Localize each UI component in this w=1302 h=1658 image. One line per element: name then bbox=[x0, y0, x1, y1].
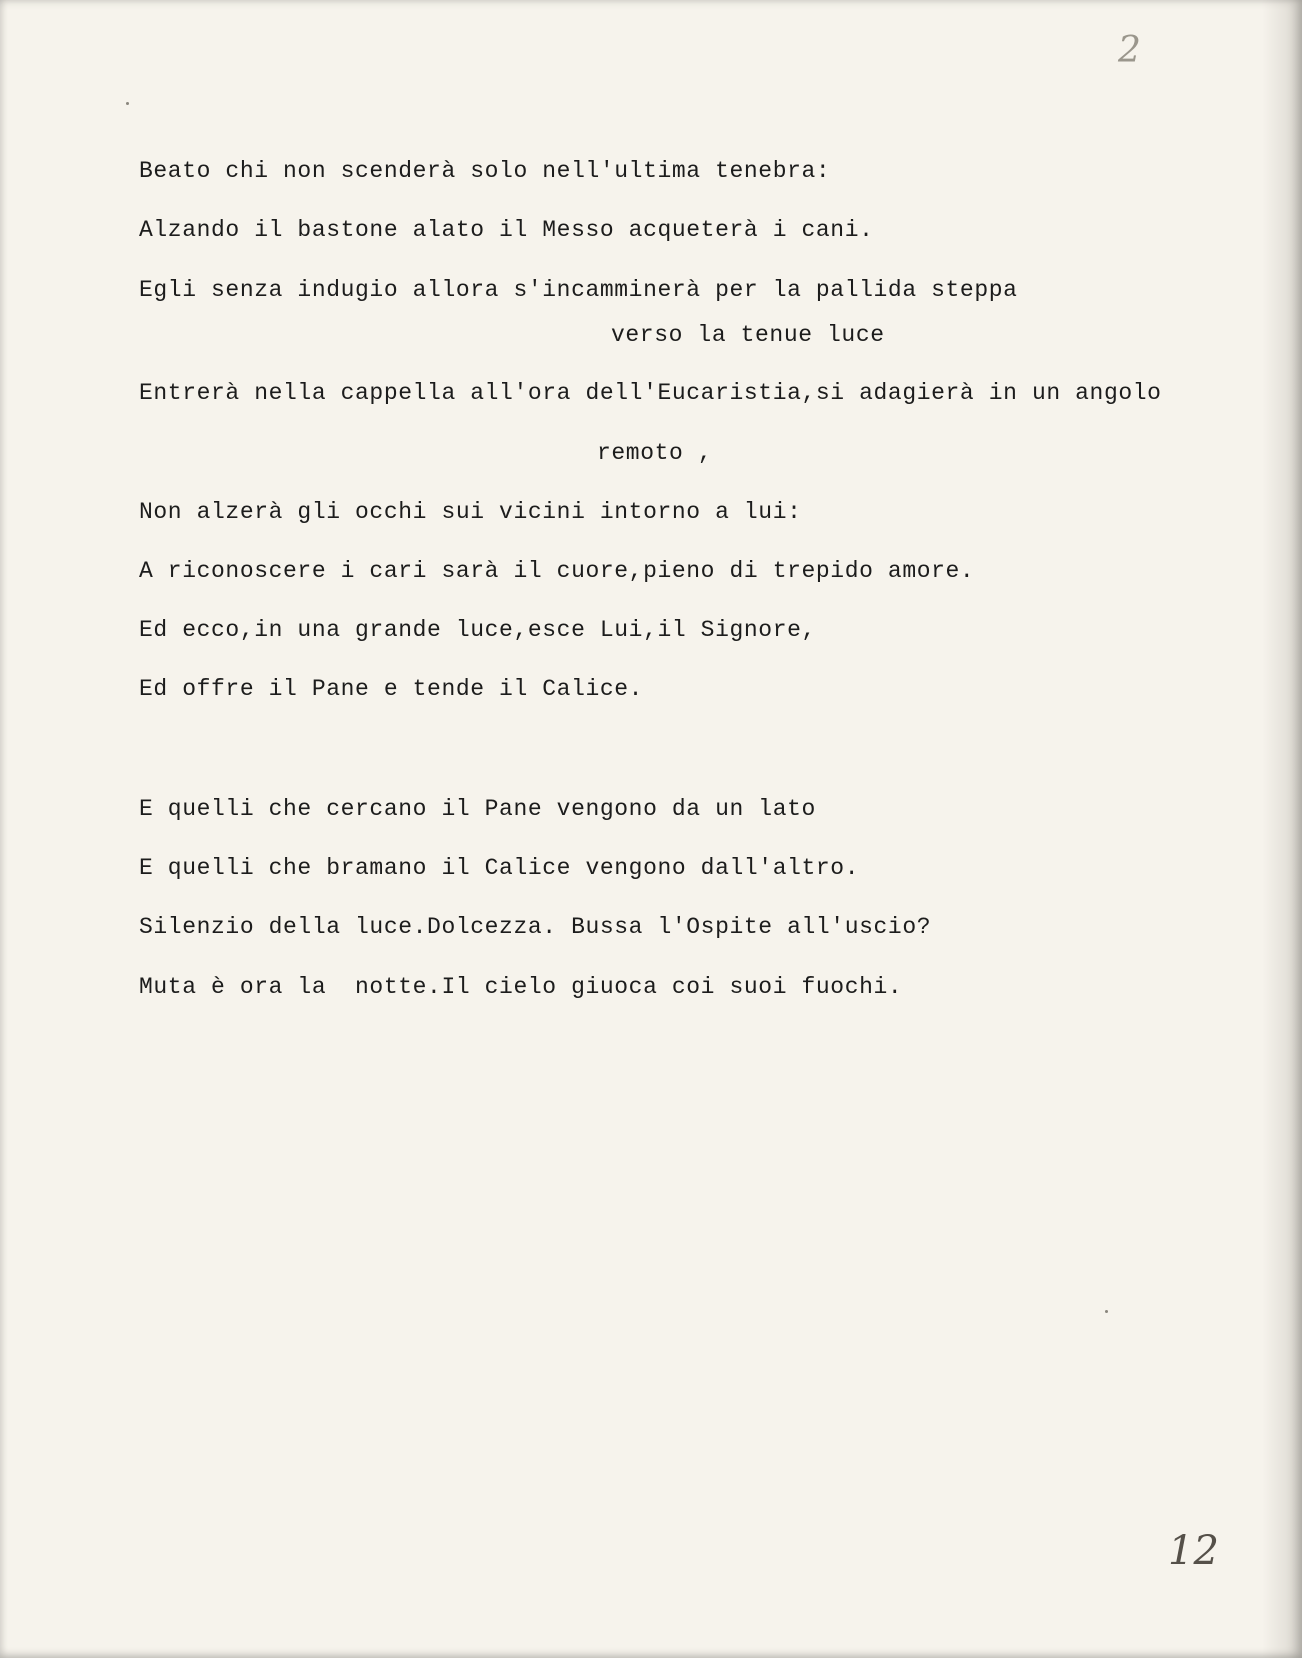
handwritten-page-number-bottom: 12 bbox=[1168, 1528, 1219, 1574]
text-line-13: Silenzio della luce.Dolcezza. Bussa l'Ospite all'uscio? bbox=[139, 914, 932, 940]
text-line-4: verso la tenue luce bbox=[611, 322, 885, 348]
handwritten-page-number-top: 2 bbox=[1118, 30, 1141, 71]
text-line-7: Non alzerà gli occhi sui vicini intorno a lui: bbox=[139, 499, 802, 525]
text-line-3: Egli senza indugio allora s'incamminerà per la pallida steppa bbox=[139, 277, 1018, 303]
paper-speck bbox=[126, 102, 129, 105]
text-line-9: Ed ecco,in una grande luce,esce Lui,il Signore, bbox=[139, 617, 816, 643]
text-line-6: remoto , bbox=[597, 440, 713, 466]
paper-speck bbox=[1105, 1310, 1108, 1313]
text-line-1: Beato chi non scenderà solo nell'ultima tenebra: bbox=[139, 158, 831, 184]
text-line-8: A riconoscere i cari sarà il cuore,pieno di trepido amore. bbox=[139, 558, 975, 584]
text-line-2: Alzando il bastone alato il Messo acqueterà i cani. bbox=[139, 217, 874, 243]
text-line-14: Muta è ora la notte.Il cielo giuoca coi suoi fuochi. bbox=[139, 974, 903, 1000]
text-line-5: Entrerà nella cappella all'ora dell'Eucaristia,si adagierà in un angolo bbox=[139, 380, 1162, 406]
text-line-11: E quelli che cercano il Pane vengono da un lato bbox=[139, 796, 816, 822]
text-line-10: Ed offre il Pane e tende il Calice. bbox=[139, 676, 644, 702]
page-edge-shadow bbox=[1262, 0, 1302, 1658]
text-line-12: E quelli che bramano il Calice vengono dall'altro. bbox=[139, 855, 860, 881]
